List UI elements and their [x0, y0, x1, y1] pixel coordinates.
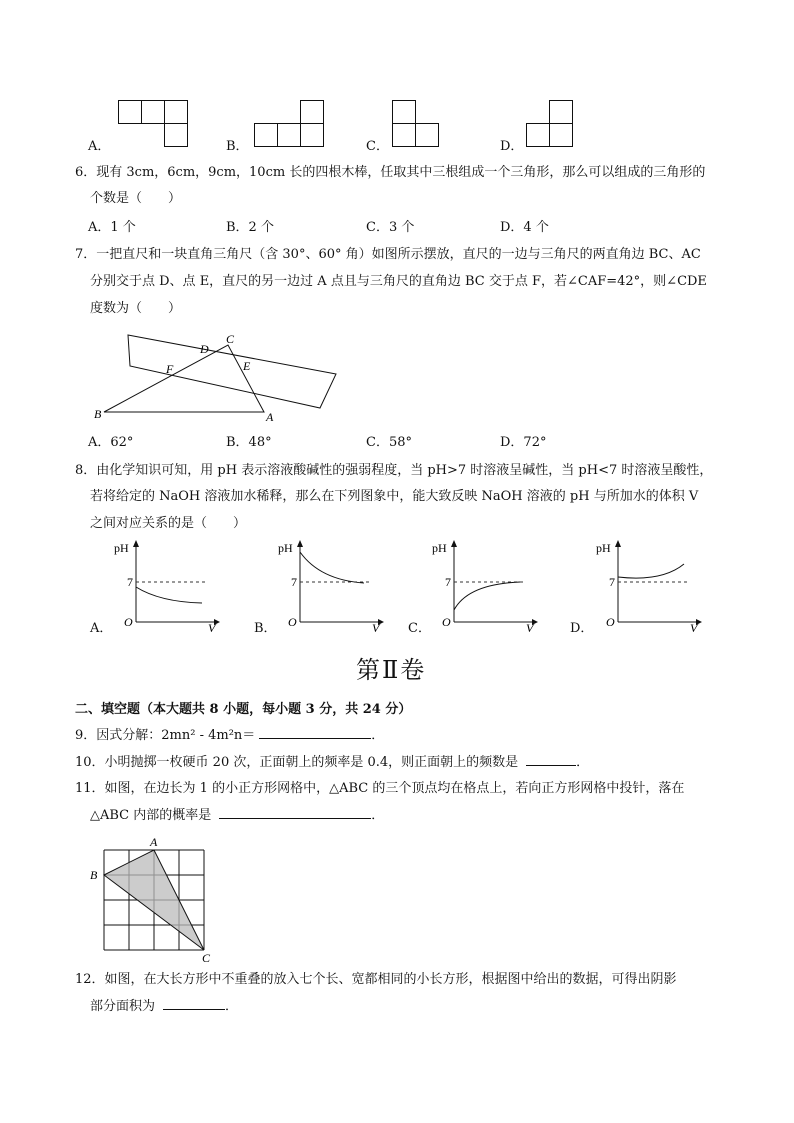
label-d: D: [200, 342, 209, 356]
question-10: [75, 753, 589, 772]
q12-period: ．: [225, 999, 239, 1014]
label-c: C: [202, 951, 211, 965]
q12-line1: 12．如图，在大长方形中不重叠的放入七个长、宽都相同的小长方形，根据图中给出的数据，可得出阴影: [75, 972, 677, 987]
q10-answer-blank[interactable]: [526, 753, 576, 766]
origin-label: O: [606, 615, 615, 629]
triangle-shape: [104, 345, 264, 412]
label-c: C: [226, 332, 235, 346]
q5-figure-a: [118, 100, 193, 150]
q11-line2-wrap: [90, 806, 384, 825]
level-7-label: 7: [291, 575, 297, 589]
ph-curve: [618, 564, 684, 578]
q6-option-b: B．2 个: [226, 220, 274, 235]
q7-option-b: B．48°: [226, 435, 272, 450]
label-b: B: [90, 868, 98, 882]
q12-answer-blank[interactable]: [163, 997, 225, 1010]
q8-stem-line3: 之间对应关系的是（ ）: [90, 516, 247, 531]
q5-figure-c: [392, 100, 442, 150]
y-axis-arrow: [615, 540, 621, 547]
q11-line2: △ABC 内部的概率是: [90, 808, 212, 823]
q7-option-c: C．58°: [366, 435, 412, 450]
q8-stem-line2: 若将给定的 NaOH 溶液加水稀释，那么在下列图象中，能大致反映 NaOH 溶液的 pH 与所加水的体积 V: [90, 489, 699, 504]
ph-curve: [454, 582, 520, 610]
y-axis-label: pH: [432, 541, 447, 555]
label-a: A: [266, 410, 274, 424]
ph-curve: [136, 587, 202, 603]
level-7-label: 7: [445, 575, 451, 589]
part2-heading: 二、填空题（本大题共 8 小题，每小题 3 分，共 24 分）: [75, 702, 412, 717]
label-e: E: [243, 359, 251, 373]
label-f: F: [166, 362, 174, 376]
q8-graph-d: [592, 540, 702, 635]
q8-stem-line1: 8．由化学知识可知，用 pH 表示溶液酸碱性的强弱程度，当 pH>7 时溶液呈碱性，当 pH<7 时溶液呈酸性，: [75, 463, 713, 478]
q11-line1: 11．如图，在边长为 1 的小正方形网格中，△ABC 的三个顶点均在格点上，若向正方形网格中投针，落在: [75, 781, 685, 796]
q6-option-d: D．4 个: [500, 220, 549, 235]
q8-graph-c: [428, 540, 538, 635]
q9-period: ．: [371, 728, 385, 743]
x-axis-label: V: [208, 621, 216, 635]
q11-period: ．: [371, 808, 385, 823]
q5-option-c: C．: [366, 139, 389, 154]
label-a: A: [150, 835, 158, 849]
q8-option-c: C．: [408, 621, 431, 636]
q8-option-a: A．: [90, 621, 113, 636]
y-axis-label: pH: [114, 541, 129, 555]
ph-curve: [300, 552, 364, 583]
q6-option-a: A．1 个: [88, 220, 136, 235]
q7-stem-line3: 度数为（ ）: [90, 301, 182, 316]
q10-text: 10．小明抛掷一枚硬币 20 次，正面朝上的频率是 0.4，则正面朝上的频数是: [75, 755, 519, 770]
q8-graph-a: [110, 540, 220, 635]
x-axis-label: V: [372, 621, 380, 635]
y-axis-arrow: [133, 540, 139, 547]
q6-stem-line2: 个数是（ ）: [90, 191, 182, 206]
q11-grid-figure: [90, 834, 220, 965]
q5-figure-b: [254, 100, 329, 150]
q5-option-d: D．: [500, 139, 524, 154]
y-axis-label: pH: [278, 541, 293, 555]
q7-stem-line2: 分别交于点 D、点 E，直尺的另一边过 A 点且与三角尺的直角边 BC 交于点 F，若∠CAF=42°，则∠CDE: [90, 274, 707, 289]
y-axis-label: pH: [596, 541, 611, 555]
q7-option-d: D．72°: [500, 435, 547, 450]
x-axis-label: V: [690, 621, 698, 635]
q5-option-b: B．: [226, 139, 249, 154]
q7-option-a: A．62°: [88, 435, 134, 450]
q9-text: 9．因式分解：2mn² - 4m²n＝: [75, 728, 256, 743]
q6-stem-line1: 6．现有 3cm，6cm，9cm，10cm 长的四根木棒，任取其中三根组成一个三角形，那么可以组成的三角形的: [75, 165, 706, 180]
q10-period: ．: [576, 755, 590, 770]
level-7-label: 7: [609, 575, 615, 589]
q8-graph-b: [274, 540, 384, 635]
section-title: 第Ⅱ卷: [356, 656, 427, 684]
q11-answer-blank[interactable]: [219, 806, 371, 819]
q9-answer-blank[interactable]: [259, 726, 371, 739]
q8-option-d: D．: [570, 621, 594, 636]
q12-line2-wrap: [90, 997, 238, 1016]
label-b: B: [94, 407, 102, 421]
q7-ruler-triangle-figure: [92, 328, 292, 428]
q12-line2: 部分面积为: [90, 999, 156, 1014]
origin-label: O: [442, 615, 451, 629]
q8-option-b: B．: [254, 621, 277, 636]
q5-option-a: A．: [88, 139, 111, 154]
q7-stem-line1: 7．一把直尺和一块直角三角尺（含 30°、60° 角）如图所示摆放，直尺的一边与三角尺的两直角边 BC、AC: [75, 247, 701, 262]
origin-label: O: [288, 615, 297, 629]
q5-figure-d: [526, 100, 576, 150]
y-axis-arrow: [297, 540, 303, 547]
q6-option-c: C．3 个: [366, 220, 415, 235]
level-7-label: 7: [127, 575, 133, 589]
y-axis-arrow: [451, 540, 457, 547]
question-9: [75, 726, 384, 745]
origin-label: O: [124, 615, 133, 629]
x-axis-label: V: [526, 621, 534, 635]
